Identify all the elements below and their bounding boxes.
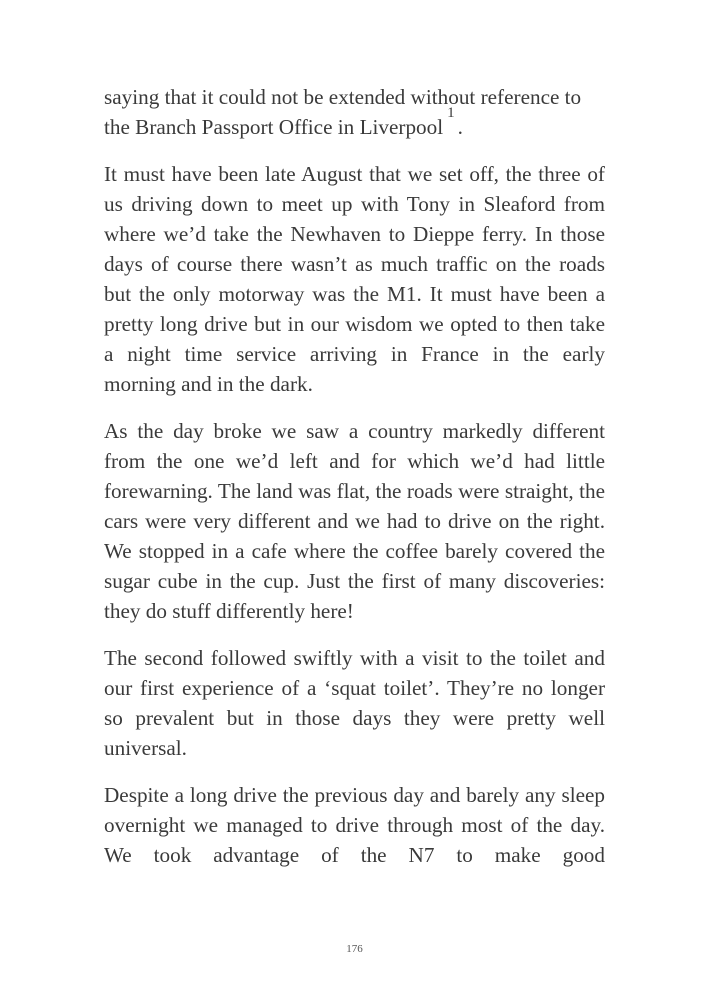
paragraph-1 bbox=[104, 82, 605, 142]
body-text bbox=[104, 82, 605, 887]
paragraph-4: The second followed swiftly with a visit to the toilet and our first experience of a ‘squat toilet’. They’re no longer so prevalent but in those days they were pretty well universal. bbox=[104, 646, 605, 760]
paragraph-1-end: . bbox=[457, 115, 463, 139]
footnote-reference: 1 bbox=[447, 104, 455, 121]
paragraph-1-text: saying that it could not be extended without reference to the Branch Passport Office in Liverpool bbox=[104, 85, 582, 139]
paragraph-3: As the day broke we saw a country markedly different from the one we’d left and for which we’d had little forewarning. The land was flat, the roads were straight, the cars were very different and we had to drive on the right. We stopped in a cafe where the coffee barely covered the sugar cube in the cup. Just the first of many discoveries: they do stuff differently here! bbox=[104, 419, 605, 623]
page-number: 176 bbox=[346, 943, 363, 955]
paragraph-2: It must have been late August that we set off, the three of us driving down to meet up with Tony in Sleaford from where we’d take the Newhaven to Dieppe ferry. In those days of course there wasn’t as much traffic on the roads but the only motorway was the M1. It must have been a pretty long drive but in our wisdom we opted to then take a night time service arriving in France in the early morning and in the dark. bbox=[104, 162, 605, 396]
paragraph-5: Despite a long drive the previous day and barely any sleep overnight we managed to drive through most of the day. We took advantage of the N7 to make good bbox=[104, 783, 605, 867]
